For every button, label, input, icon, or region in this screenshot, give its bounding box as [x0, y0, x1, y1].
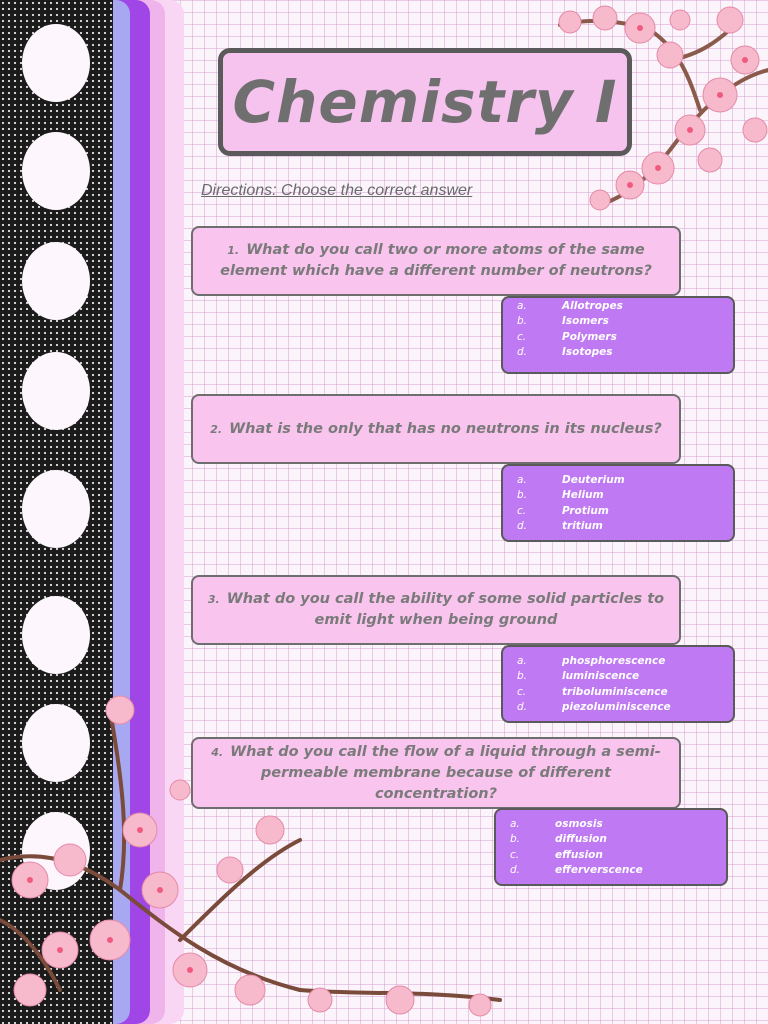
choice-text: phosphorescence [562, 654, 666, 667]
choice-row[interactable] [510, 832, 716, 848]
question-1-text [207, 240, 665, 282]
choice-letter: c. [517, 504, 527, 517]
choice-letter: a. [517, 299, 527, 312]
binder-hole [22, 596, 90, 674]
choice-text: Isomers [562, 315, 609, 328]
question-prompt: What do you call the flow of a liquid through a semi-permeable membrane because of different concentration? [230, 743, 661, 802]
question-number: 4. [211, 745, 224, 759]
choice-text: triboluminiscence [562, 685, 668, 698]
choice-text: tritium [562, 520, 603, 533]
question-3-text [207, 589, 665, 631]
binder-hole [22, 132, 90, 210]
question-3-choices [501, 645, 735, 723]
choice-letter: a. [517, 654, 527, 667]
question-4-choices [494, 808, 728, 886]
choice-text: piezoluminiscence [562, 701, 671, 714]
choice-text: osmosis [555, 817, 603, 830]
question-number: 2. [210, 422, 223, 436]
choice-text: diffusion [555, 833, 607, 846]
question-1-box [191, 226, 681, 296]
choice-row[interactable] [517, 298, 723, 314]
choice-letter: d. [517, 520, 528, 533]
choice-row[interactable] [517, 503, 723, 519]
choice-letter: d. [510, 864, 521, 877]
question-2-box [191, 394, 681, 464]
choice-row[interactable] [517, 669, 723, 685]
title-banner [218, 48, 632, 156]
question-2-choices [501, 464, 735, 542]
choice-row[interactable] [517, 684, 723, 700]
choice-row[interactable] [517, 345, 723, 361]
choice-text: Helium [562, 489, 604, 502]
binder-hole [22, 470, 90, 548]
choice-letter: b. [517, 670, 528, 683]
choice-text: Isotopes [562, 346, 613, 359]
binder-strip [0, 0, 113, 1024]
choice-text: Allotropes [562, 299, 623, 312]
question-1-choices [501, 296, 735, 374]
choice-row[interactable] [517, 472, 723, 488]
choice-text: effusion [555, 848, 603, 861]
directions-text: Directions: Choose the correct answer [201, 182, 473, 199]
choice-row[interactable] [517, 653, 723, 669]
choice-text: Polymers [562, 330, 617, 343]
choice-text: luminiscence [562, 670, 640, 683]
choice-letter: d. [517, 701, 528, 714]
question-3-box [191, 575, 681, 645]
question-number: 1. [227, 244, 240, 257]
choice-letter: c. [510, 848, 520, 861]
choice-letter: b. [517, 315, 528, 328]
question-prompt: What is the only that has no neutrons in its nucleus? [229, 420, 662, 437]
question-prompt: What do you call the ability of some solid particles to emit light when being ground [226, 591, 665, 628]
binder-hole [22, 242, 90, 320]
choice-row[interactable] [510, 816, 716, 832]
choice-row[interactable] [510, 863, 716, 879]
choice-letter: a. [517, 473, 527, 486]
choice-letter: c. [517, 330, 527, 343]
choice-row[interactable] [517, 700, 723, 716]
binder-hole [22, 352, 90, 430]
choice-text: efferverscence [555, 864, 643, 877]
choice-row[interactable] [517, 519, 723, 535]
page-title: Chemistry I [232, 68, 618, 136]
choice-letter: d. [517, 346, 528, 359]
choice-text: Deuterium [562, 473, 625, 486]
choice-letter: b. [510, 833, 521, 846]
choice-row[interactable] [517, 329, 723, 345]
choice-row[interactable] [517, 488, 723, 504]
choice-row[interactable] [517, 314, 723, 330]
binder-hole [22, 704, 90, 782]
choice-letter: c. [517, 685, 527, 698]
question-4-text [207, 742, 665, 805]
choice-letter: b. [517, 489, 528, 502]
question-2-text [210, 419, 662, 440]
question-number: 3. [207, 593, 220, 606]
choice-row[interactable] [510, 847, 716, 863]
choice-letter: a. [510, 817, 520, 830]
question-prompt: What do you call two or more atoms of the same element which have a different number of neutrons? [220, 242, 652, 279]
choice-text: Protium [562, 504, 609, 517]
question-4-box [191, 737, 681, 809]
binder-hole [22, 24, 90, 102]
binder-hole [22, 812, 90, 890]
lavender-stripe [110, 0, 130, 1024]
